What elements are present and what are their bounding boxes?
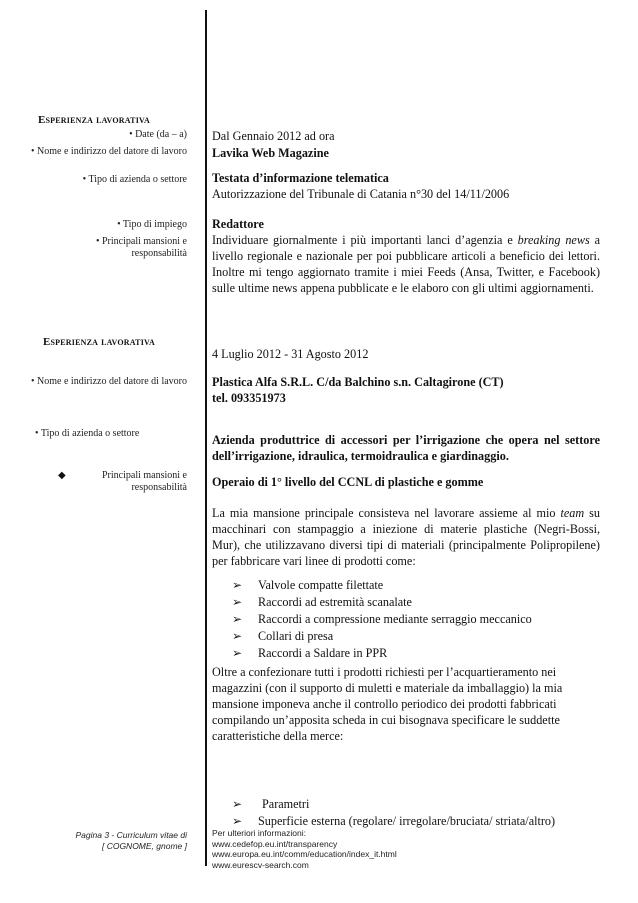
work-date: Dal Gennaio 2012 ad ora [212,129,335,143]
label-duties: • Principali mansioni e responsabilità [77,236,187,260]
footer-page-label: Pagina 3 - Curriculum vitae di [ COGNOME, gnome ] [75,830,187,851]
list-item: ➢ Raccordi ad estremità scanalate [232,594,532,611]
footer-line: Per ulteriori informazioni: [212,828,307,838]
duties-description: Individuare giornalmente i più importanti lanci d’agenzia e breaking news a livello regionale e nazionale per poi pubblicare articoli a beneficio dei lettori. Inoltre mi tengo aggiornato tramite i miei Feeds (Ansa, Twitter, e Facebook) sulle ultime news appena pubblicate e le elaboro con gli ultimi aggiornamenti. [212,233,600,295]
footer-link[interactable]: www.europa.eu.int/comm/education/index_it.html [212,849,397,859]
footer-link[interactable]: www.eurescv-search.com [212,859,309,870]
column-divider [205,10,207,866]
list-item: ➢ Collari di presa [232,628,532,645]
label-duties-2: Principali mansioni e responsabilità [102,470,187,493]
sector-title: Testata d’informazione telematica [212,171,389,185]
list-item: ➢ Superficie esterna (regolare/ irregolare/bruciata/ striata/altro) [232,813,555,830]
job-title: Redattore [212,217,264,231]
label-date: • Date (da – a) [129,129,187,141]
label-sector-2: • Tipo di azienda o settore [35,428,140,439]
section-title-work-experience-2: Esperienza lavorativa [43,336,155,348]
list-item: ➢ Valvole compatte filettate [232,577,532,594]
label-sector: • Tipo di azienda o settore [83,174,187,186]
list-item: ➢ Parametri [232,796,555,813]
diamond-bullet-icon: ◆ [58,470,66,481]
footer-links [212,828,397,870]
sector-description-2: Azienda produttrice di accessori per l’irrigazione che opera nel settore dell’irrigazione, idraulica, termoidraulica e giardinaggio. [212,433,600,463]
employer-phone: tel. 093351973 [212,391,286,405]
sector-authorization: Autorizzazione del Tribunale di Catania n°30 del 14/11/2006 [212,187,510,201]
parameter-list [232,796,555,830]
list-item: ➢ Raccordi a compressione mediante serraggio meccanico [232,611,532,628]
label-job-type: • Tipo di impiego [117,219,187,231]
role-title: Operaio di 1° livello del CCNL di plastiche e gomme [212,475,484,489]
section-title-work-experience-1: Esperienza lavorativa [38,114,150,126]
label-employer: • Nome e indirizzo del datore di lavoro [27,146,187,158]
label-employer-2: • Nome e indirizzo del datore di lavoro [27,376,187,388]
duties-paragraph-2: Oltre a confezionare tutti i prodotti richiesti per l’acquartieramento nei magazzini (con il supporto di muletti e materiale da imballaggio) la mia mansione imponeva anche il controllo periodico dei prodotti fabbricati compilando un’apposita scheda in cui bisognava specificare le suddette caratteristiche della merce: [212,665,563,743]
footer-link[interactable]: www.cedefop.eu.int/transparency [212,838,338,849]
work-date-2: 4 Luglio 2012 - 31 Agosto 2012 [212,347,369,361]
employer-name-2: Plastica Alfa S.R.L. C/da Balchino s.n. Caltagirone (CT) [212,375,504,389]
list-item: ➢ Raccordi a Saldare in PPR [232,645,532,662]
duties-paragraph-1: La mia mansione principale consisteva nel lavorare assieme al mio team su macchinari con stampaggio a iniezione di materie plastiche (Negri-Bossi, Mur), che utilizzavano diversi tipi di materiali (principalmente Polipropilene) per fabbricare vari linee di prodotti come: [212,506,600,568]
employer-name: Lavika Web Magazine [212,146,329,160]
product-list [232,577,532,662]
